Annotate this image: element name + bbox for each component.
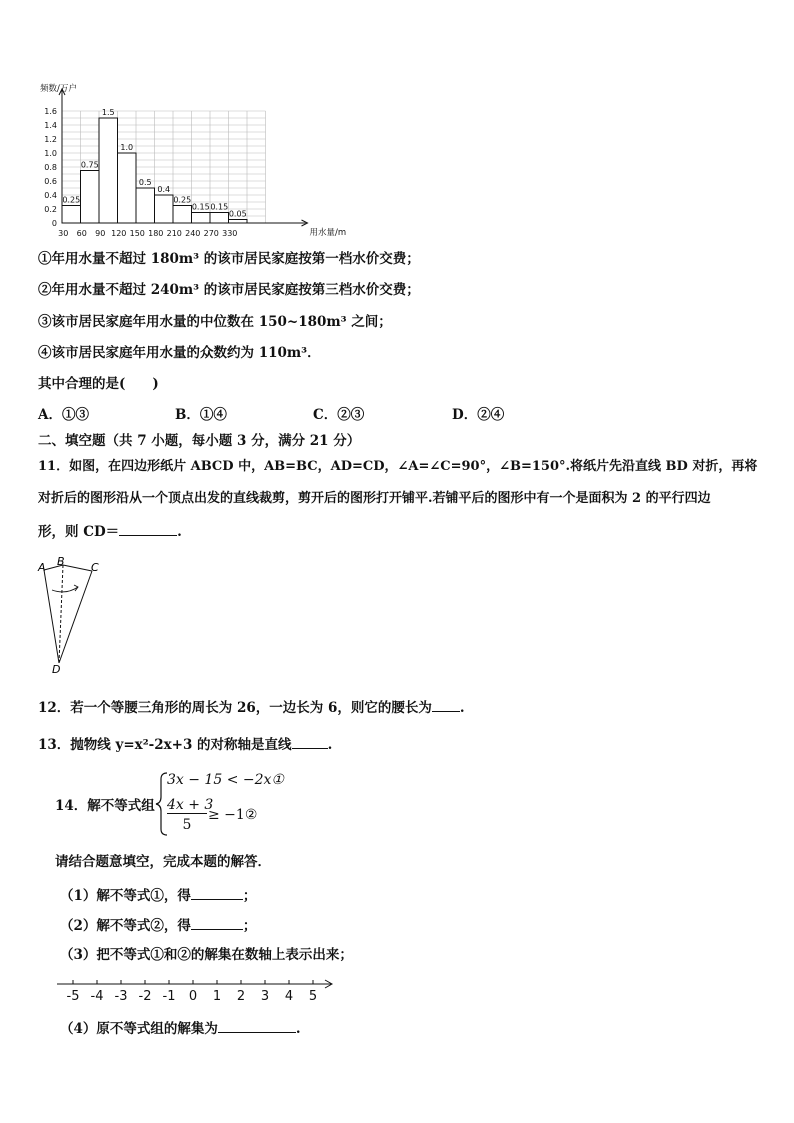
vertex-b-label: B — [57, 555, 65, 568]
x-tick-label: 150 — [129, 229, 145, 238]
question-prompt: 其中合理的是( ) — [38, 376, 159, 392]
x-tick-label: 90 — [95, 229, 106, 238]
number-line-label: -4 — [90, 989, 104, 1004]
q11-line3: 形，则 CD＝ — [38, 524, 120, 540]
y-tick-label: 1.4 — [44, 121, 57, 130]
inequality-2-numerator: 4x + 3 — [167, 797, 214, 813]
y-tick-label: 0.4 — [44, 191, 57, 200]
x-tick-label: 270 — [203, 229, 219, 238]
q14-part2-blank — [191, 915, 243, 930]
vertex-c-label: C — [91, 561, 99, 574]
x-tick-label: 120 — [111, 229, 127, 238]
q11-answer-blank — [119, 521, 177, 536]
statement-4: ④该市居民家庭年用水量的众数约为 110m³． — [38, 345, 321, 361]
number-line-label: 3 — [260, 989, 270, 1004]
q14-part4: （4）原不等式组的解集为 — [60, 1021, 218, 1037]
q11-line1: 11．如图，在四边形纸片 ABCD 中，AB=BC，AD=CD，∠A=∠C=90°，∠B=150°.将纸片先沿直线 BD 对折，再将 — [38, 459, 758, 474]
q13-end: . — [327, 737, 333, 753]
number-line-label: -1 — [162, 989, 176, 1004]
q14-part4-blank — [218, 1018, 296, 1033]
inequality-1: 3x − 15 < −2x① — [167, 772, 284, 788]
bar-value-label: 1.5 — [101, 108, 115, 117]
number-line-label: -5 — [66, 989, 80, 1004]
number-line-label: 5 — [308, 989, 318, 1004]
q11-line3-end: . — [177, 524, 182, 540]
y-tick-label: 1.2 — [44, 135, 57, 144]
x-tick-label: 180 — [148, 229, 164, 238]
q13-answer-blank — [292, 734, 328, 749]
histogram-bar — [155, 195, 174, 223]
y-axis-label: 频数/万户 — [40, 84, 77, 94]
q12-end: . — [459, 700, 465, 716]
q14-part1-end: ； — [242, 888, 257, 904]
q12-answer-blank — [432, 697, 460, 712]
frequency-histogram — [30, 80, 347, 245]
bar-value-label: 0.4 — [157, 185, 171, 194]
quadrilateral-figure — [30, 555, 120, 680]
x-tick-label: 60 — [76, 229, 87, 238]
bar-value-label: 0.15 — [191, 202, 210, 212]
vertex-d-label: D — [52, 663, 61, 676]
histogram-bar — [210, 213, 229, 224]
q14-prompt: 请结合题意填空，完成本题的解答． — [55, 854, 271, 870]
x-axis-label: 用水量/m — [309, 228, 347, 238]
histogram-bar — [136, 188, 155, 223]
option-b: B．①④ — [175, 407, 227, 423]
q13-text: 13．抛物线 y=x²-2x+3 的对称轴是直线 — [38, 737, 292, 753]
option-c: C．②③ — [313, 407, 365, 423]
number-line-label: 2 — [236, 989, 246, 1004]
bar-value-label: 0.75 — [80, 160, 99, 170]
inequality-2-rhs: ≥ −1② — [208, 807, 258, 823]
histogram-bar — [229, 220, 248, 224]
number-line — [55, 978, 345, 1008]
bar-value-label: 0.25 — [62, 195, 81, 205]
bar-value-label: 0.25 — [173, 195, 192, 205]
y-tick-label: 0.6 — [44, 177, 57, 186]
bar-value-label: 1.0 — [120, 143, 134, 152]
statement-1: ①年用水量不超过 180m³ 的该市居民家庭按第一档水价交费； — [38, 251, 420, 267]
section-heading: 二、填空题（共 7 小题，每小题 3 分，满分 21 分） — [38, 433, 361, 449]
histogram-bar — [118, 153, 137, 223]
x-tick-label: 240 — [185, 229, 201, 238]
x-tick-label: 30 — [58, 229, 69, 238]
number-line-label: 1 — [212, 989, 222, 1004]
q14-stem: 14．解不等式组 — [55, 798, 155, 814]
histogram-bar — [173, 206, 192, 224]
q14-part4-end: . — [295, 1021, 301, 1037]
x-tick-label: 210 — [166, 229, 182, 238]
option-a: A．①③ — [38, 407, 89, 423]
number-line-label: -3 — [114, 989, 128, 1004]
q14-part2-end: ； — [242, 918, 257, 934]
q14-part2: （2）解不等式②，得 — [60, 918, 191, 934]
y-tick-label: 1.6 — [44, 107, 57, 116]
vertex-a-label: A — [38, 561, 46, 574]
option-d: D．②④ — [452, 407, 505, 423]
q12-text: 12．若一个等腰三角形的周长为 26，一边长为 6，则它的腰长为 — [38, 700, 432, 716]
x-tick-label: 330 — [222, 229, 238, 238]
y-tick-label: 1.0 — [44, 149, 57, 158]
histogram-bar — [99, 118, 118, 223]
q14-part1-blank — [191, 885, 243, 900]
y-tick-label: 0 — [51, 219, 57, 228]
statement-3: ③该市居民家庭年用水量的中位数在 150~180m³ 之间； — [38, 314, 392, 330]
bar-value-label: 0.15 — [210, 202, 229, 212]
number-line-label: 0 — [188, 989, 198, 1004]
histogram-bar — [192, 213, 211, 224]
inequality-2-denominator: 5 — [182, 817, 192, 833]
q14-part1: （1）解不等式①，得 — [60, 888, 191, 904]
q11-line2: 对折后的图形沿从一个顶点出发的直线裁剪，剪开后的图形打开铺平.若铺平后的图形中有一个是面积为 2 的平行四边 — [38, 491, 711, 506]
bar-value-label: 0.05 — [228, 209, 247, 219]
number-line-label: 4 — [284, 989, 294, 1004]
histogram-bar — [62, 206, 81, 224]
number-line-label: -2 — [138, 989, 152, 1004]
y-tick-label: 0.2 — [44, 205, 57, 214]
y-tick-label: 0.8 — [44, 163, 57, 172]
statement-2: ②年用水量不超过 240m³ 的该市居民家庭按第三档水价交费； — [38, 282, 420, 298]
histogram-bar — [81, 171, 100, 224]
q14-part3: （3）把不等式①和②的解集在数轴上表示出来； — [60, 947, 353, 963]
bar-value-label: 0.5 — [138, 178, 152, 187]
